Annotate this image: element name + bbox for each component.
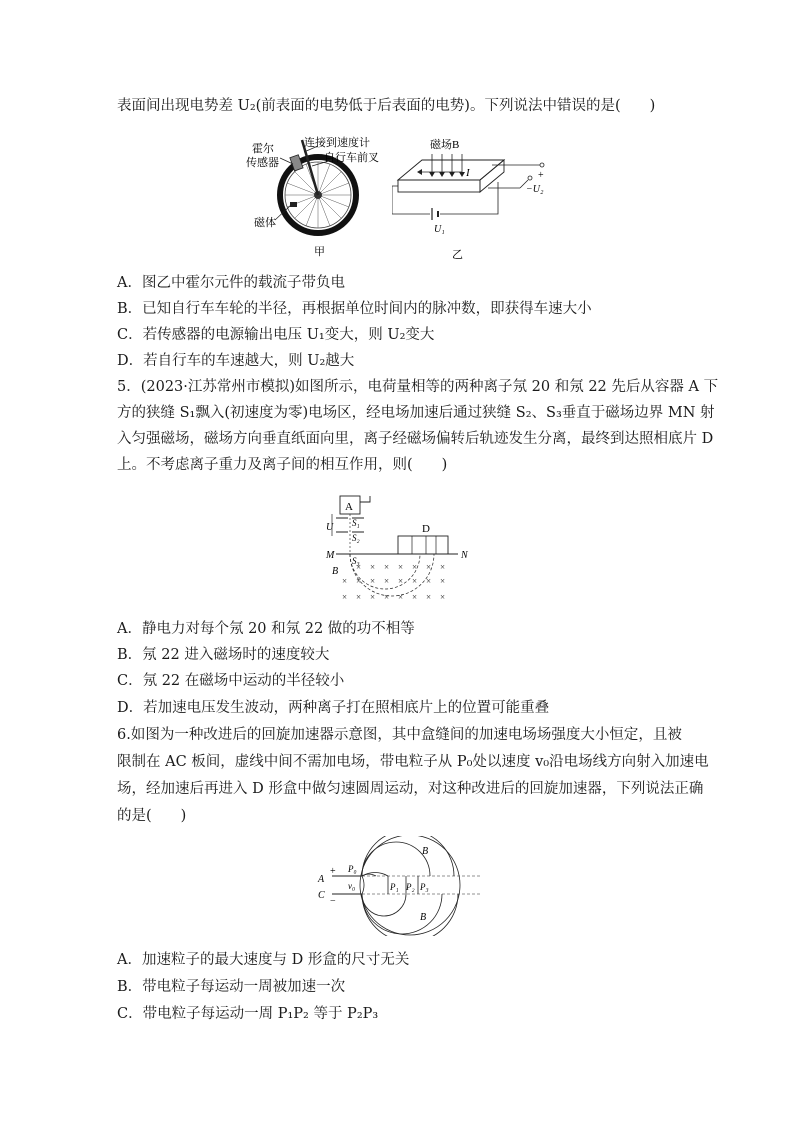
svg-text:×: ×: [356, 592, 362, 602]
svg-text:×: ×: [426, 592, 432, 602]
velocity-v0-label: v₀: [348, 881, 356, 891]
field-b-label: 磁场B: [430, 139, 460, 151]
voltage-u1-label: U₁: [434, 224, 445, 235]
q5-stem-line-3: 入匀强磁场，磁场方向垂直纸面向里，离子经磁场偏转后轨迹发生分离，最终到达照相底片 D: [117, 431, 714, 447]
q5-option-b: B．氖 22 进入磁场时的速度较大: [117, 647, 330, 663]
bicycle-fork-label: 自行车前叉: [324, 152, 379, 164]
q4-intro: 表面间出现电势差 U₂(前表面的电势低于后表面的电势)。下列说法中错误的是( ): [117, 98, 656, 114]
field-b-bottom-label: B: [420, 912, 427, 923]
svg-text:×: ×: [398, 592, 404, 602]
q6-option-b: B．带电粒子每运动一周被加速一次: [117, 979, 346, 995]
svg-text:×: ×: [440, 576, 446, 586]
q5-stem-line-1: 5．(2023·江苏常州市模拟)如图所示，电荷量相等的两种离子氖 20 和氖 22 先后从容器 A 下: [117, 379, 719, 395]
figure-cyclotron: [310, 836, 490, 936]
figure-caption-jia: 甲: [314, 246, 325, 258]
container-a-label: A: [345, 501, 353, 513]
field-b-label: B: [332, 566, 339, 577]
svg-text:×: ×: [356, 562, 362, 572]
plus-sign: +: [330, 866, 336, 877]
q5-option-c: C．氖 22 在磁场中运动的半径较小: [117, 673, 345, 689]
svg-text:×: ×: [370, 592, 376, 602]
plate-a-label: A: [318, 874, 325, 885]
hall-sensor-label-2: 传感器: [246, 157, 279, 169]
voltage-u-label: U: [326, 522, 334, 533]
connect-speedometer-label: 连接到速度计: [304, 137, 370, 149]
svg-text:×: ×: [426, 576, 432, 586]
figure-caption-yi: 乙: [452, 249, 463, 261]
q4-option-d: D．若自行车的车速越大，则 U₂越大: [117, 353, 355, 369]
svg-text:×: ×: [412, 576, 418, 586]
q6-stem-line-4: 的是( ): [117, 808, 187, 824]
slit-s3-label: S₃: [352, 556, 360, 566]
svg-text:×: ×: [370, 562, 376, 572]
boundary-n-label: N: [461, 550, 468, 561]
hall-sensor-label-1: 霍尔: [252, 143, 274, 155]
point-p1-label: P₁: [390, 882, 399, 892]
slit-s2-label: S₂: [352, 533, 360, 543]
figure-bicycle-hall-sensor: [240, 130, 390, 260]
minus-sign: −: [330, 896, 336, 907]
q4-option-b: B．已知自行车车轮的半径，再根据单位时间内的脉冲数，即获得车速大小: [117, 301, 592, 317]
svg-text:×: ×: [384, 592, 390, 602]
point-p0-label: P₀: [348, 864, 357, 874]
figure-hall-element: [392, 132, 562, 262]
svg-text:×: ×: [398, 562, 404, 572]
q4-option-a: A．图乙中霍尔元件的载流子带负电: [117, 275, 345, 291]
svg-text:×: ×: [356, 576, 362, 586]
boundary-m-label: M: [326, 550, 335, 561]
q6-option-c: C．带电粒子每运动一周 P₁P₂ 等于 P₂P₃: [117, 1006, 379, 1022]
q5-option-d: D．若加速电压发生波动，两种离子打在照相底片上的位置可能重叠: [117, 700, 550, 716]
q6-stem-line-2: 限制在 AC 板间，虚线中间不需加电场，带电粒子从 P₀处以速度 v₀沿电场线方向射入加速电: [117, 754, 709, 770]
svg-text:×: ×: [384, 576, 390, 586]
svg-text:×: ×: [412, 592, 418, 602]
svg-text:×: ×: [342, 592, 348, 602]
figure-mass-spectrometer: [322, 490, 482, 608]
svg-text:×: ×: [440, 592, 446, 602]
point-p2-label: P₂: [406, 882, 415, 892]
film-d-label: D: [422, 523, 430, 535]
current-i-label: I: [466, 167, 470, 179]
q6-stem-line-1: 6.如图为一种改进后的回旋加速器示意图，其中盒缝间的加速电场场强度大小恒定，且被: [117, 727, 682, 743]
point-p3-label: P₃: [420, 882, 429, 892]
svg-text:×: ×: [384, 562, 390, 572]
q6-stem-line-3: 场，经加速后再进入 D 形盒中做匀速圆周运动，对这种改进后的回旋加速器，下列说法正确: [117, 781, 704, 797]
plate-c-label: C: [318, 890, 325, 901]
q5-stem-line-2: 方的狭缝 S₁飘入(初速度为零)电场区，经电场加速后通过狭缝 S₂、S₃垂直于磁场边界 MN 射: [117, 405, 715, 421]
slit-s1-label: S₁: [352, 518, 360, 528]
svg-text:×: ×: [412, 562, 418, 572]
svg-text:×: ×: [440, 562, 446, 572]
magnet-label: 磁体: [254, 217, 276, 229]
field-b-top-label: B: [422, 846, 429, 857]
voltage-u2-label: −U₂: [526, 184, 544, 195]
svg-text:×: ×: [398, 576, 404, 586]
svg-text:×: ×: [426, 562, 432, 572]
q5-option-a: A．静电力对每个氖 20 和氖 22 做的功不相等: [117, 621, 415, 637]
svg-text:×: ×: [370, 576, 376, 586]
q6-option-a: A．加速粒子的最大速度与 D 形盒的尺寸无关: [117, 952, 410, 968]
svg-text:×: ×: [342, 576, 348, 586]
plus-sign: +: [538, 170, 544, 181]
q4-option-c: C．若传感器的电源输出电压 U₁变大，则 U₂变大: [117, 327, 435, 343]
q5-stem-line-4: 上。不考虑离子重力及离子间的相互作用，则( ): [117, 457, 448, 473]
